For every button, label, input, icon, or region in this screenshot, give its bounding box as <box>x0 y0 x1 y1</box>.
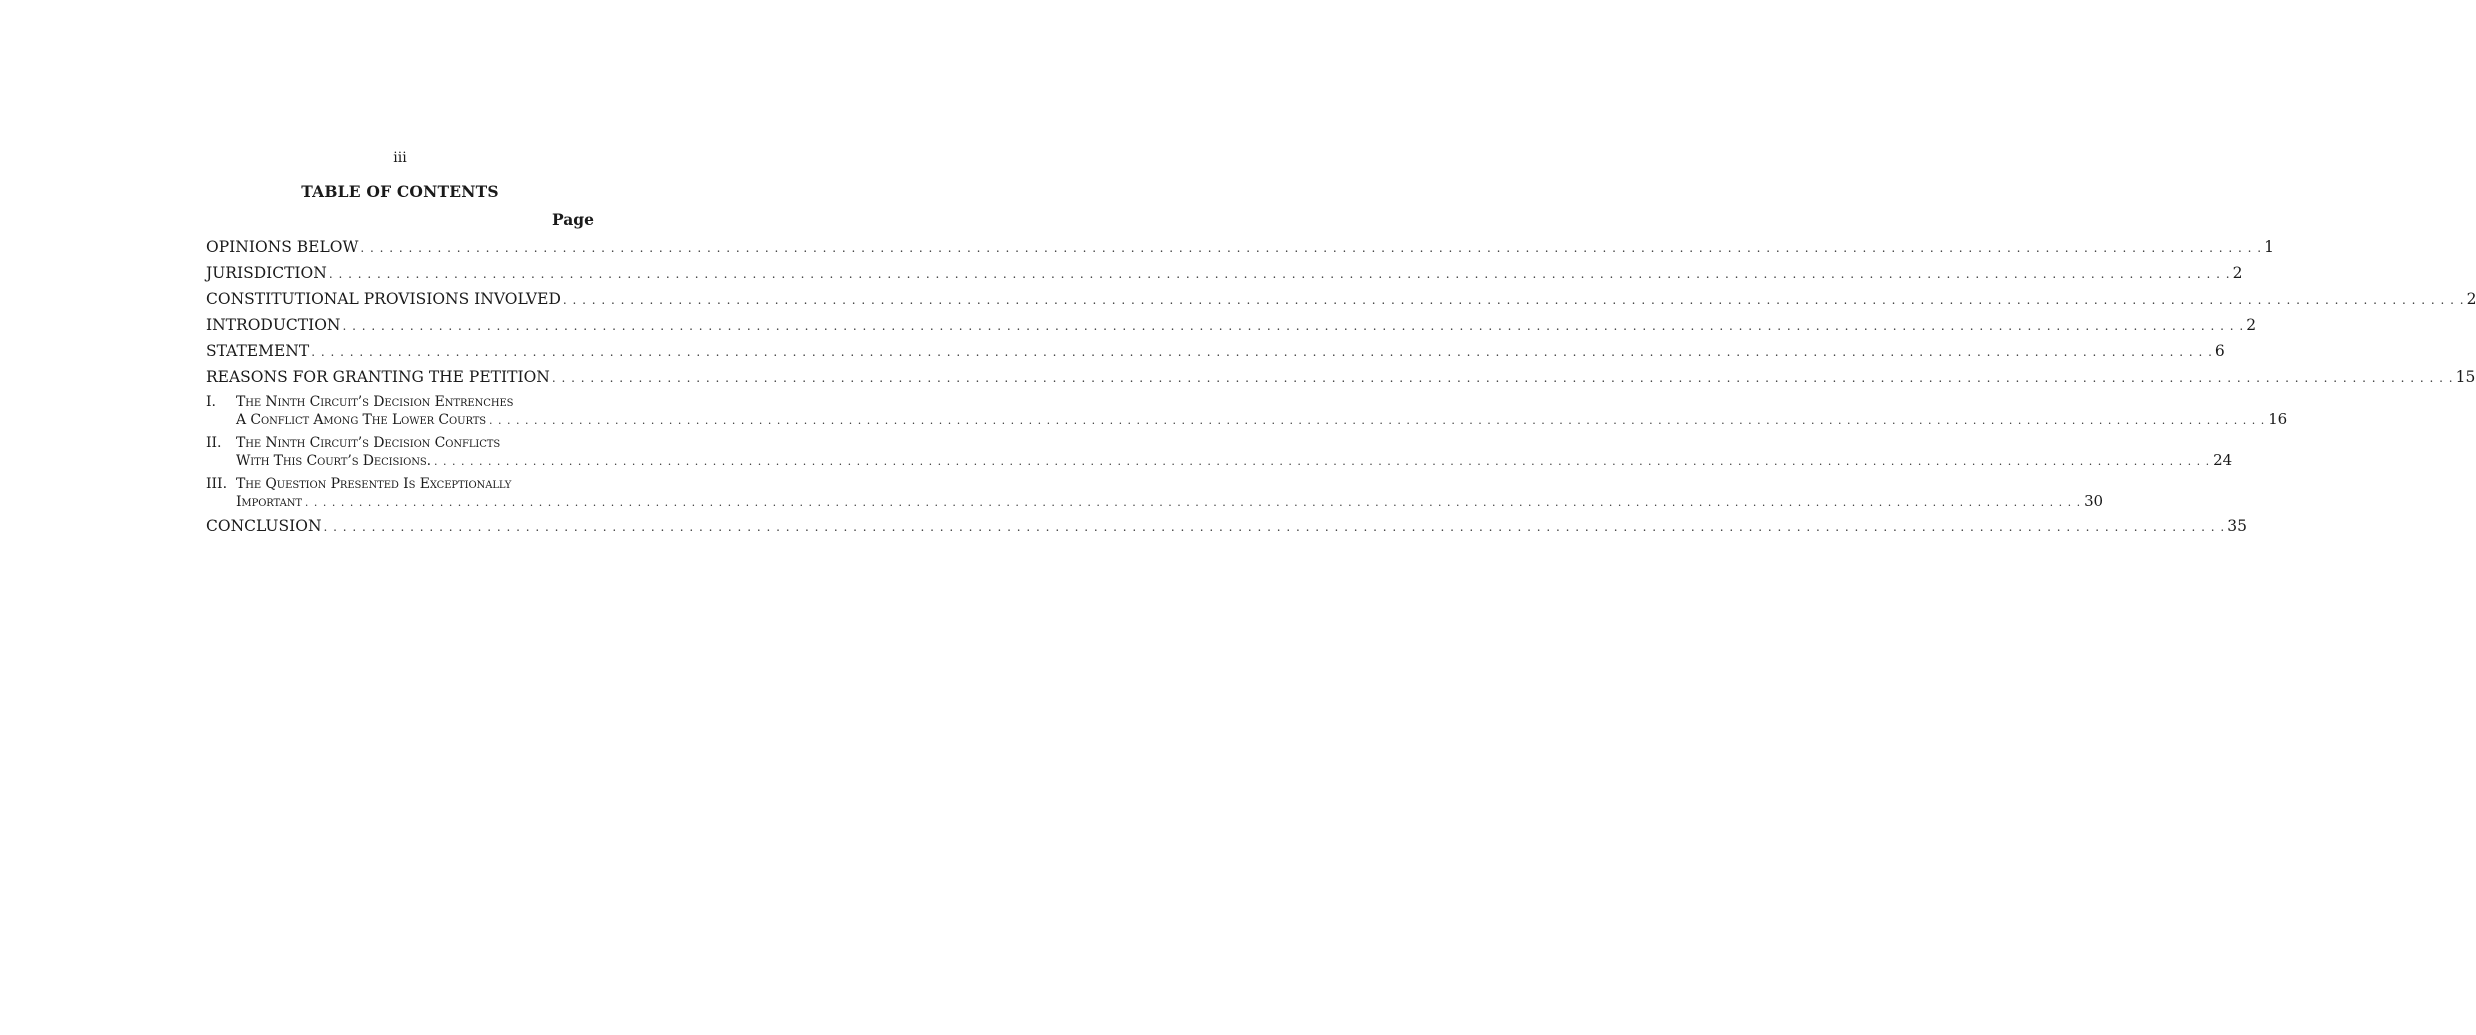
toc-entry-label: STATEMENT <box>206 342 310 360</box>
dot-leader <box>563 289 2465 311</box>
toc-entry-introduction[interactable] <box>206 314 2257 336</box>
dot-leader <box>489 412 2265 429</box>
toc-subentry-page: 16 <box>2268 410 2288 428</box>
toc-entry-reasons[interactable] <box>206 366 2476 388</box>
toc-subentry-line1: The Question Presented Is Exceptionally <box>236 476 512 492</box>
toc-entry-opinions-below[interactable] <box>206 236 2274 258</box>
toc-subentry-number: III. <box>206 476 228 492</box>
toc-entry-label: INTRODUCTION <box>206 316 341 334</box>
toc-subentry-line1: The Ninth Circuit’s Decision Conflicts <box>236 435 501 451</box>
toc-subentry-line2: Important <box>236 494 302 510</box>
toc-entry-conclusion[interactable] <box>206 515 2247 537</box>
dot-leader <box>329 263 2231 285</box>
toc-subentry-iii[interactable] <box>206 476 2103 511</box>
toc-entry-constitutional-provisions[interactable] <box>206 288 2476 310</box>
toc-subentry-page: 24 <box>2213 451 2233 469</box>
dot-leader <box>434 453 2210 470</box>
dot-leader <box>552 367 2454 389</box>
toc-entry-label: CONCLUSION <box>206 517 322 535</box>
toc-subentry-line2: A Conflict Among The Lower Courts <box>236 412 487 428</box>
dot-leader <box>360 237 2262 259</box>
dot-leader <box>305 494 2081 511</box>
toc-entry-label: JURISDICTION <box>206 264 327 282</box>
page-column-header: Page <box>552 210 594 229</box>
page-number: iii <box>393 150 407 166</box>
toc-entry-label: OPINIONS BELOW <box>206 238 359 256</box>
toc-entry-page: 6 <box>2214 342 2225 360</box>
toc-subentry-number: II. <box>206 435 222 451</box>
toc-subentry-page: 30 <box>2084 492 2103 510</box>
toc-entry-statement[interactable] <box>206 340 2225 362</box>
toc-entry-label: CONSTITUTIONAL PROVISIONS INVOLVED <box>206 290 561 308</box>
toc-subentry-line1: The Ninth Circuit’s Decision Entrenches <box>236 394 514 410</box>
toc-title: TABLE OF CONTENTS <box>301 182 499 201</box>
toc-entry-page: 35 <box>2227 517 2247 535</box>
toc-entry-jurisdiction[interactable] <box>206 262 2243 284</box>
toc-subentry-number: I. <box>206 394 216 410</box>
dot-leader <box>324 516 2226 538</box>
toc-entry-page: 1 <box>2264 238 2274 256</box>
toc-subentry-i[interactable] <box>206 394 2288 429</box>
toc-entry-page: 2 <box>2232 264 2243 282</box>
dot-leader <box>311 341 2213 363</box>
dot-leader <box>342 315 2244 337</box>
toc-entry-page: 2 <box>2246 316 2257 334</box>
toc-entry-page: 15 <box>2455 368 2476 386</box>
toc-subentry-line2: With This Court’s Decisions. <box>236 453 431 469</box>
table-of-contents <box>206 210 2476 537</box>
toc-entry-page: 2 <box>2466 290 2476 308</box>
toc-subentry-ii[interactable] <box>206 435 2233 470</box>
toc-entry-label: REASONS FOR GRANTING THE PETITION <box>206 368 550 386</box>
